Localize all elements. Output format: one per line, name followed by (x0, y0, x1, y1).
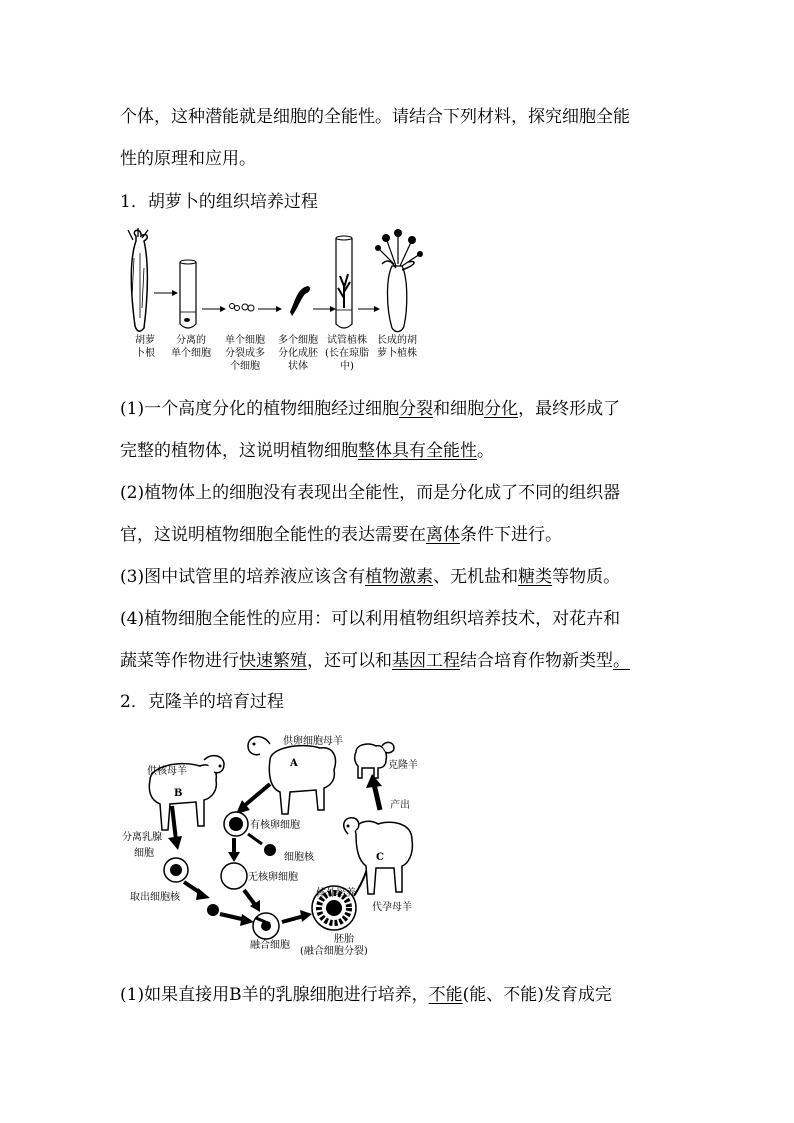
label-embryo: 胚胎 (334, 934, 354, 945)
test-tube-icon (180, 260, 196, 328)
label-c: C (376, 852, 384, 863)
q3-line: (3)图中试管里的培养液应该含有植物激素、无机盐和糖类等物质。 (120, 567, 621, 587)
label-cell: 细胞 (134, 848, 154, 859)
q5-line: (1)如果直接用B羊的乳腺细胞进行培养，不能(能、不能)发育成完 (120, 985, 612, 1005)
embryoid-icon (290, 286, 310, 316)
carrot-caption-6: 长成的胡 萝卜植株 (377, 335, 417, 359)
section-2-heading: 2．克隆羊的培育过程 (120, 692, 284, 712)
label-in-vitro-culture: 体外培养 (316, 888, 356, 899)
carrot-caption-3: 单个细胞 分裂成多 个细胞 (225, 335, 265, 372)
cells-icon (230, 304, 255, 312)
carrot-culture-figure (120, 228, 430, 338)
q2-line-2: 官，这说明植物细胞全能性的表达需要在离体条件下进行。 (120, 525, 562, 545)
label-donor-nucleus-sheep: 供核母羊 (147, 766, 187, 777)
label-remove-nucleus: 取出细胞核 (130, 892, 180, 903)
intro-line-2: 性的原理和应用。 (120, 149, 256, 169)
label-fusion-cell: 融合细胞 (250, 940, 290, 951)
q1-line-2: 完整的植物体，这说明植物细胞整体具有全能性。 (120, 441, 494, 461)
label-b: B (174, 788, 183, 799)
carrot-caption-1: 胡萝 卜根 (135, 335, 155, 359)
label-surrogate-sheep: 代孕母羊 (372, 902, 412, 913)
intro-line-1: 个体，这种潜能就是细胞的全能性。请结合下列材料，探究细胞全能 (120, 107, 630, 127)
carrot-caption-4: 多个细胞 分化成胚 状体 (278, 335, 318, 372)
cloned-sheep-figure (120, 730, 420, 960)
label-fusion-cell-division: (融合细胞分裂) (300, 946, 368, 957)
plantlet-tube-icon (336, 236, 352, 328)
q4-line-2: 蔬菜等作物进行快速繁殖，还可以和基因工程结合培育作物新类型。 (120, 651, 630, 671)
label-nucleated-egg: 有核卵细胞 (250, 820, 300, 831)
label-birth: 产出 (390, 800, 410, 811)
carrot-caption-2: 分离的 单个细胞 (171, 335, 211, 359)
label-egg-donor-sheep: 供卵细胞母羊 (283, 736, 343, 747)
grown-carrot-plant-icon (375, 229, 423, 332)
carrot-caption-5: 试管植株 (长在琼脂 中) (325, 335, 369, 372)
q4-line-1: (4)植物细胞全能性的应用：可以利用植物组织培养技术，对花卉和 (120, 609, 621, 629)
label-nucleus: 细胞核 (284, 852, 314, 863)
sheep-a-icon (248, 737, 335, 814)
section-1-heading: 1．胡萝卜的组织培养过程 (120, 192, 318, 212)
label-enucleated-egg: 无核卵细胞 (248, 872, 298, 883)
label-cloned-sheep: 克隆羊 (388, 760, 418, 771)
label-isolate-mammary: 分离乳腺 (122, 832, 162, 843)
q2-line-1: (2)植物体上的细胞没有表现出全能性，而是分化成了不同的组织器 (120, 483, 621, 503)
label-a: A (290, 758, 298, 769)
q1-line-1: (1)一个高度分化的植物细胞经过细胞分裂和细胞分化，最终形成了 (120, 399, 621, 419)
carrot-root-icon (128, 228, 148, 331)
